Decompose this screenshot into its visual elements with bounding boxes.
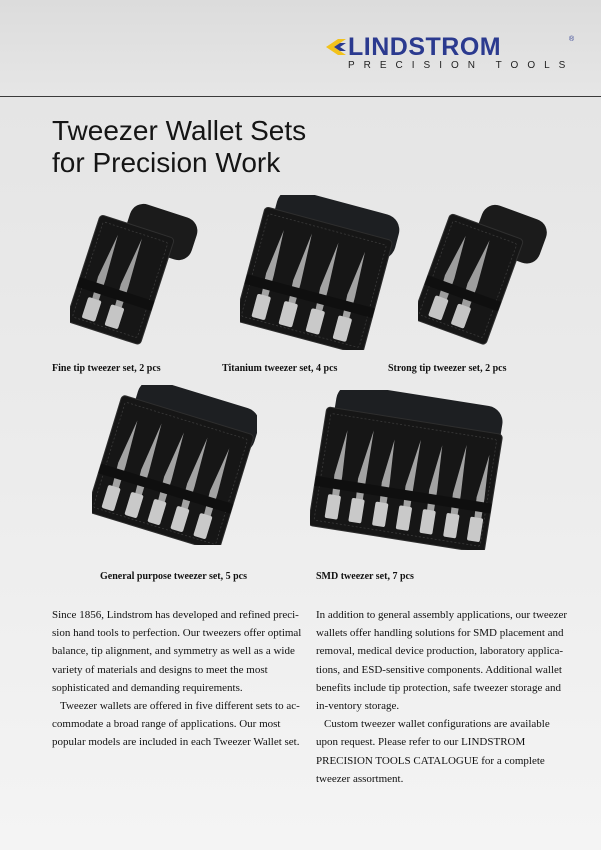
title-line-2: for Precision Work xyxy=(52,147,281,178)
brand-tagline: PRECISION TOOLS xyxy=(348,60,575,71)
chevron-icon xyxy=(326,38,346,56)
body-paragraph: In addition to general assembly applications, our tweezer wallets offer handling solutions for SMD placement and removal, medical device production, laboratory applica-tions, and ESD-sensitive components. Additional wallet benefits include tip protection, safe tweezer storage and in-ventory storage. xyxy=(316,609,568,713)
body-paragraph: Custom tweezer wallet configurations are available upon request. Please refer to our LINDSTROM PRECISION TOOLS CATALOGUE for a complete tweezer assortment. xyxy=(316,718,550,785)
body-text-right-column xyxy=(316,606,568,788)
body-text-left-column xyxy=(52,606,304,752)
caption-fine-tip: Fine tip tweezer set, 2 pcs xyxy=(52,363,161,374)
caption-strong-tip: Strong tip tweezer set, 2 pcs xyxy=(388,363,507,374)
brand-name: LINDSTROM xyxy=(348,33,502,61)
body-paragraph: Since 1856, Lindstrom has developed and refined preci-sion hand tools to perfection. Our tweezers offer optimal balance, tip alignment, and symmetry as well as a wide variety of materials and designs to meet the most sophisticated and demanding requirements. xyxy=(52,609,302,694)
body-paragraph: Tweezer wallets are offered in five different sets to ac-commodate a broad range of applications. Our most popular models are included in each Tweezer Wallet set. xyxy=(52,700,300,749)
product-image-strong-tip xyxy=(418,198,548,348)
product-image-fine-tip xyxy=(70,198,200,348)
page-title xyxy=(52,115,306,179)
title-line-1: Tweezer Wallet Sets xyxy=(52,115,307,146)
caption-smd: SMD tweezer set, 7 pcs xyxy=(316,571,414,582)
lindstrom-logo xyxy=(326,33,578,75)
product-image-smd xyxy=(310,390,505,550)
caption-general-purpose: General purpose tweezer set, 5 pcs xyxy=(100,571,248,582)
registered-mark: ® xyxy=(569,36,575,43)
caption-titanium: Titanium tweezer set, 4 pcs xyxy=(222,363,338,374)
product-image-general-purpose xyxy=(92,385,257,545)
header-divider xyxy=(0,96,601,97)
product-image-titanium xyxy=(240,195,400,350)
